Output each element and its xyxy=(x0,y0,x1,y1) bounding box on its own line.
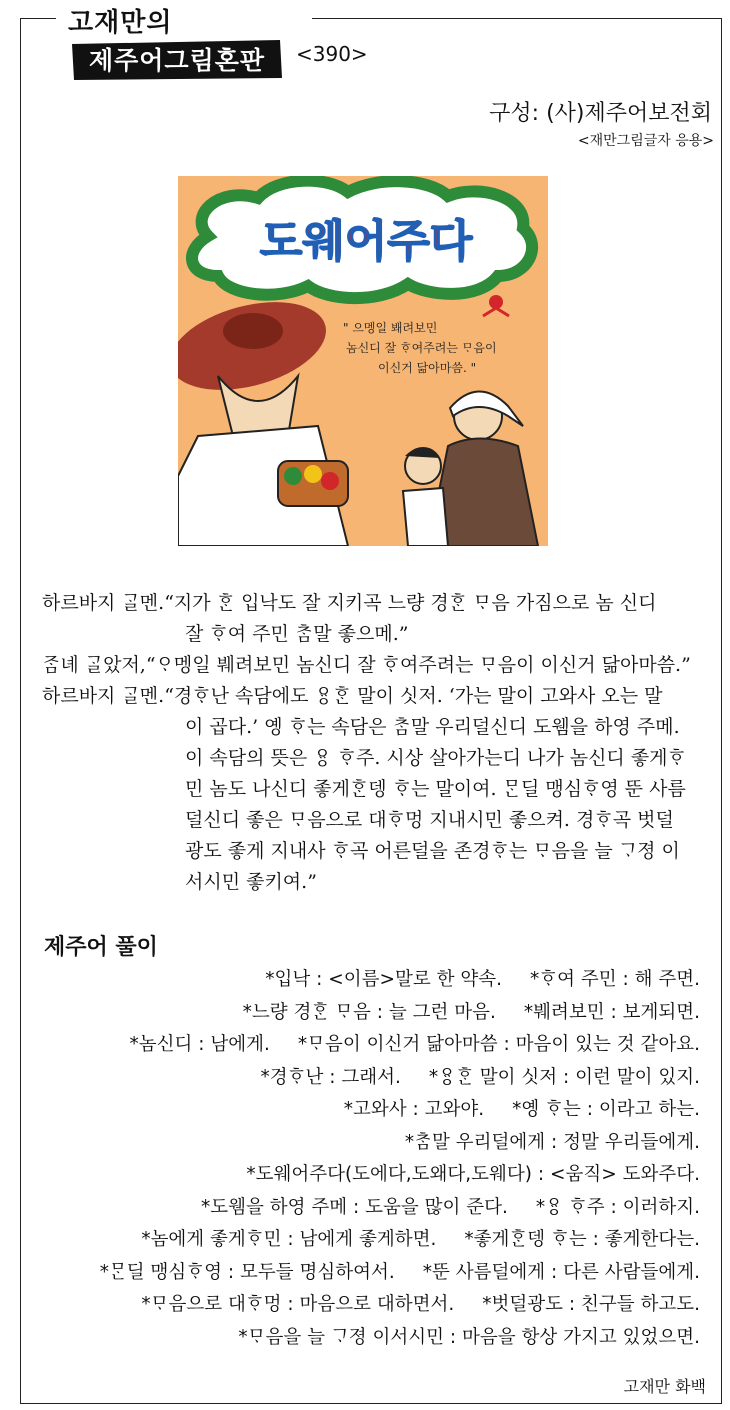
speech-line-2: 놈신디 잘 ᄒᆞ여주려는 ᄆᆞ음이 xyxy=(346,341,497,355)
glossary-row xyxy=(60,1257,700,1290)
series-logo-text: 제주어그림혼판 xyxy=(88,46,266,75)
glossary-entry: *ᄆᆞ음을 늘 ᄀᆞ졍 이서시민 : 마음을 항상 가지고 있었으면. xyxy=(238,1326,700,1348)
glossary-row xyxy=(60,1062,700,1095)
glossary-row xyxy=(60,1289,700,1322)
glossary-entry: *느량 경ᄒᆞᆫ ᄆᆞ음 : 늘 그런 마음. xyxy=(242,1001,496,1023)
glossary-entry: *벗덜광도 : 친구들 하고도. xyxy=(482,1294,700,1315)
glossary-entry: *입낙 : <이름>말로 한 약속. xyxy=(265,969,503,990)
speech: 광도 좋게 지내사 ᄒᆞ곡 어른덜을 존경ᄒᆞ는 ᄆᆞ음을 늘 ᄀᆞ졍 이 xyxy=(185,840,680,862)
speech: 서시민 좋키여.” xyxy=(185,871,317,893)
glossary-row xyxy=(60,1159,700,1192)
glossary-row xyxy=(60,964,700,997)
glossary-entry: *경ᄒᆞ난 : 그래서. xyxy=(260,1066,401,1088)
frame-top-rule-right xyxy=(312,18,722,19)
frame-top-rule-left xyxy=(20,18,56,19)
glossary-entry: *도웨어주다(도에다,도왜다,도웨다) : <움직> 도와주다. xyxy=(246,1164,700,1185)
speaker: 하르바지 ᄀᆞᆯ멘. xyxy=(42,685,165,707)
speech: 민 놈도 나신디 좋게ᄒᆞᆫ뎅 ᄒᆞ는 말이여. ᄆᆞᆫ딜 맹심ᄒᆞ영 뚠 사름 xyxy=(185,778,686,800)
series-logo xyxy=(70,38,284,82)
glossary-row xyxy=(60,1029,700,1062)
composition-credit: 구성: (사)제주어보전회 xyxy=(489,101,712,126)
glossary xyxy=(60,964,700,1354)
speech: “경ᄒᆞ난 속담에도 ᄋᆢᆼᄒᆞᆫ 말이 싯저. ‘가는 말이 고와사 오는 말 xyxy=(164,685,663,707)
speech: 이 속담의 뜻은 ᄋᆢᆼ ᄒᆞ주. 시상 살아가는디 나가 놈신디 좋게ᄒᆞ xyxy=(185,747,686,769)
glossary-entry: *붸려보민 : 보게되면. xyxy=(523,1001,700,1023)
speech: “지가 ᄒᆞᆫ 입낙도 잘 지키곡 느량 경ᄒᆞᆫ ᄆᆞ음 가짐으로 놈 신디 xyxy=(164,592,657,614)
glossary-row xyxy=(60,1224,700,1257)
glossary-entry: *ᄋᆢᆼᄒᆞᆫ 말이 싯저 : 이런 말이 있지. xyxy=(428,1066,700,1088)
speaker: 하르바지 ᄀᆞᆯ멘. xyxy=(42,592,165,614)
glossary-entry: *뚠 사름덜에게 : 다른 사람들에게. xyxy=(422,1261,700,1283)
composition-note: <재만그림글자 응용> xyxy=(577,133,714,149)
issue-number: <390> xyxy=(296,42,368,66)
brand-name: 고재만의 xyxy=(68,8,173,38)
dialogue-line xyxy=(42,681,702,712)
dialogue-line xyxy=(42,588,702,619)
glossary-title: 제주어 풀이 xyxy=(44,935,158,960)
glossary-entry: *ᄎᆞᆷ말 우리덜에게 : 정말 우리들에게. xyxy=(404,1131,700,1153)
dialogue-line xyxy=(42,650,702,681)
glossary-row xyxy=(60,1094,700,1127)
speech-line-3: 이신거 닮아마씀. " xyxy=(378,361,477,375)
glossary-entry: *ᄋᆢᆼ ᄒᆞ주 : 이러하지. xyxy=(535,1196,700,1218)
glossary-row xyxy=(60,1192,700,1225)
dialogue xyxy=(42,588,702,898)
glossary-entry: *놈에게 좋게ᄒᆞ민 : 남에게 좋게하면. xyxy=(141,1229,437,1250)
glossary-entry: *옝 ᄒᆞ는 : 이라고 하는. xyxy=(512,1099,700,1120)
speaker: ᄌᆞᆷ녜 ᄀᆞᆯ았저, xyxy=(42,654,146,676)
cartoon-illustration xyxy=(178,176,548,546)
glossary-entry: *ᄆᆞᆫ딜 맹심ᄒᆞ영 : 모두들 명심하여서. xyxy=(99,1261,395,1283)
glossary-entry: *도웸을 하영 주메 : 도움을 많이 준다. xyxy=(201,1196,508,1218)
speech: 잘 ᄒᆞ여 주민 ᄎᆞᆷ말 좋으메.” xyxy=(185,623,409,645)
glossary-entry: *놈신디 : 남에게. xyxy=(129,1034,270,1055)
speech: 덜신디 좋은 ᄆᆞ음으로 대ᄒᆞ멍 지내시민 좋으켜. 경ᄒᆞ곡 벗덜 xyxy=(185,809,674,831)
glossary-entry: *ᄒᆞ여 주민 : 해 주면. xyxy=(530,969,700,990)
glossary-entry: *좋게ᄒᆞᆫ뎅 ᄒᆞ는 : 좋게한다는. xyxy=(464,1229,700,1250)
glossary-entry: *ᄆᆞ음이 이신거 닮아마씀 : 마음이 있는 것 같아요. xyxy=(297,1034,700,1055)
glossary-entry: *고와사 : 고와야. xyxy=(343,1099,485,1120)
glossary-row xyxy=(60,1322,700,1355)
speech: 이 곱다.’ 옝 ᄒᆞ는 속담은 ᄎᆞᆷ말 우리덜신디 도웸을 하영 주메. xyxy=(185,716,680,738)
artist-credit: 고재만 화백 xyxy=(623,1377,706,1396)
speech-line-1: " 으멩일 봬려보민 xyxy=(343,321,438,335)
speech: “ᄋᆞ멩일 붸려보민 놈신디 잘 ᄒᆞ여주려는 ᄆᆞ음이 이신거 닮아마씀.” xyxy=(145,654,691,676)
illustration-title: 도웨어주다 xyxy=(259,216,473,267)
glossary-row xyxy=(60,1127,700,1160)
glossary-row xyxy=(60,997,700,1030)
glossary-entry: *ᄆᆞ음으로 대ᄒᆞ멍 : 마음으로 대하면서. xyxy=(141,1294,455,1315)
